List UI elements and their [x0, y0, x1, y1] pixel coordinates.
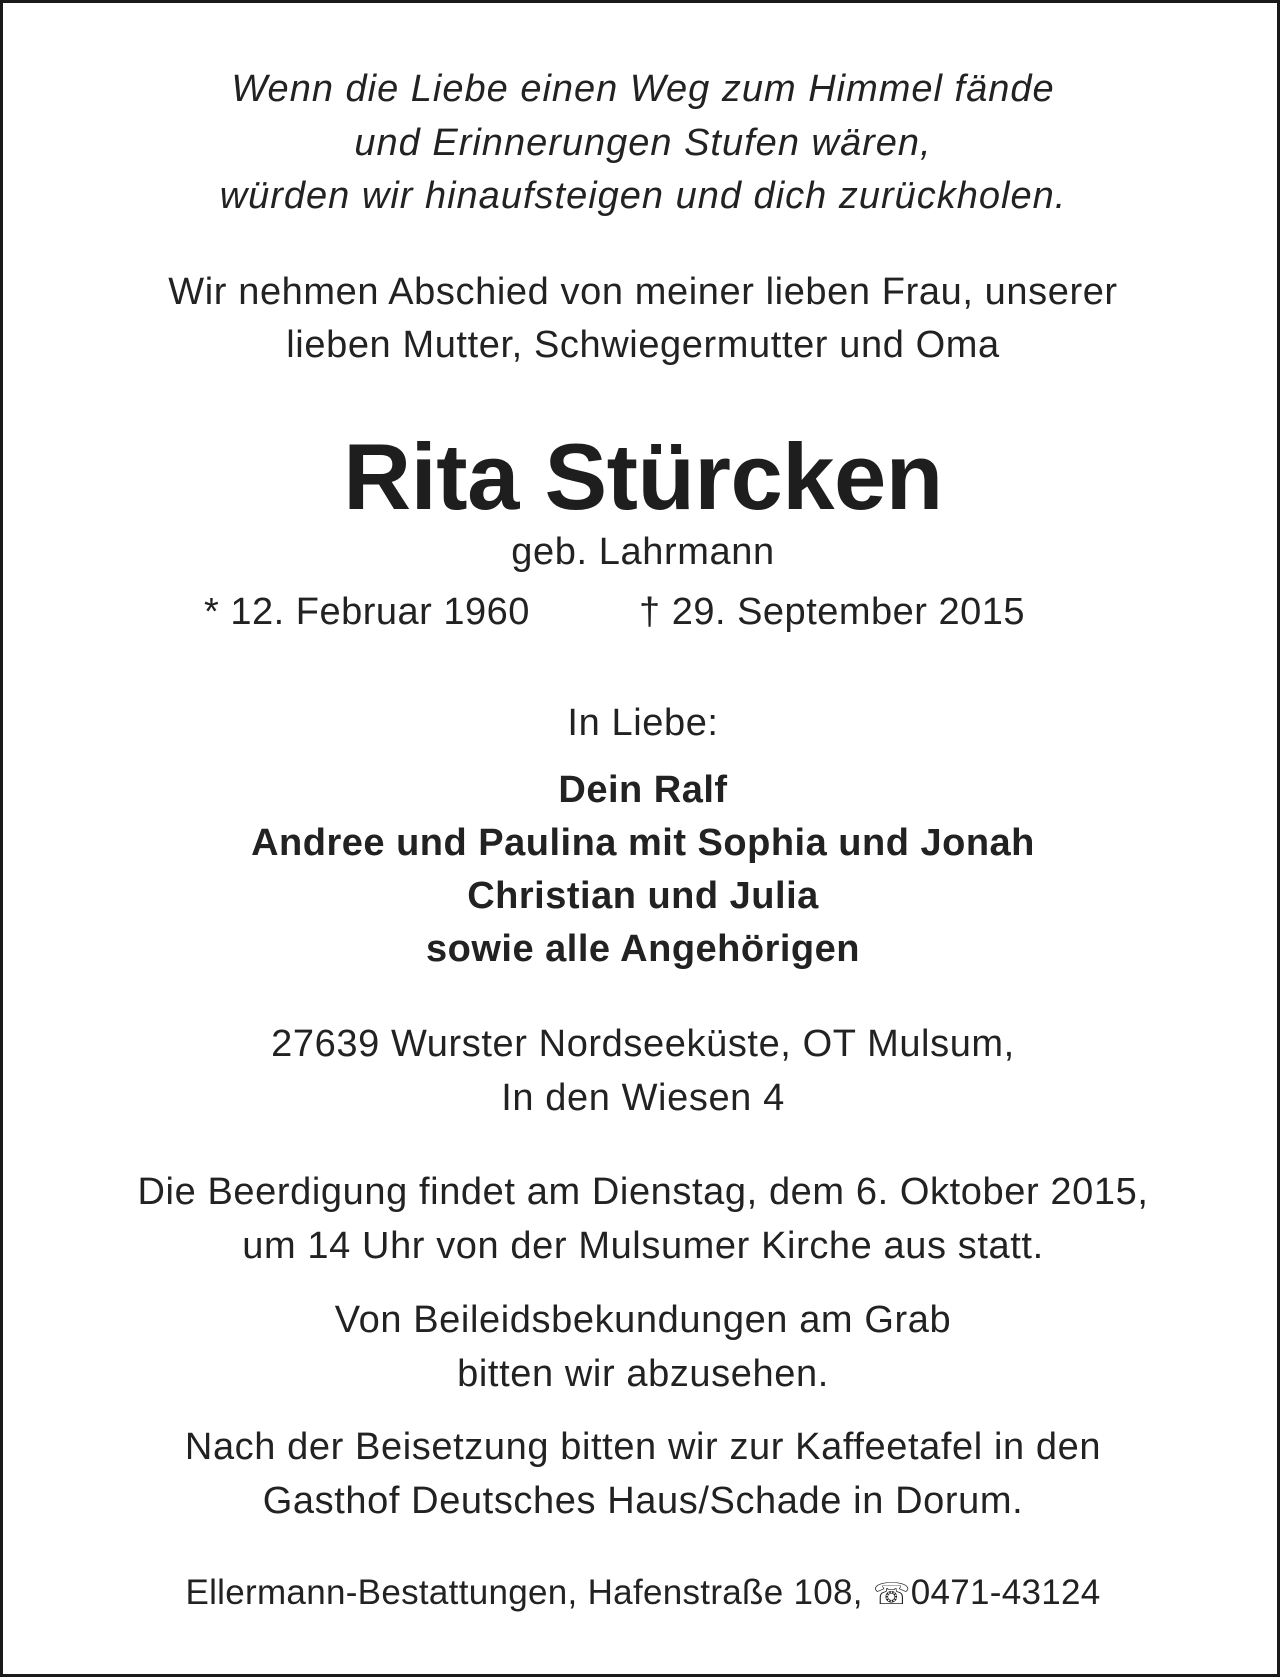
undertaker-line [3, 1573, 1280, 1613]
family-line-4: sowie alle Angehörigen [425, 928, 860, 970]
address-line-2: In den Wiesen 4 [501, 1077, 785, 1119]
family-line-3: Christian und Julia [467, 875, 819, 917]
reception-line-2: Gasthof Deutsches Haus/Schade in Dorum. [262, 1480, 1024, 1522]
family-line-1: Dein Ralf [558, 769, 728, 811]
verse-line-3: würden wir hinaufsteigen und dich zurückholen. [219, 175, 1067, 217]
verse-line-2: und Erinnerungen Stufen wären, [354, 122, 932, 164]
funeral-line-1: Die Beerdigung findet am Dienstag, dem 6. Oktober 2015, [137, 1171, 1149, 1213]
in-love-label: In Liebe: [567, 702, 719, 744]
birth-name: geb. Lahrmann [511, 531, 775, 573]
intro-line-1: Wir nehmen Abschied von meiner lieben Frau, unserer [168, 271, 1118, 313]
undertaker-text: Ellermann-Bestattungen, Hafenstraße 108, [185, 1573, 863, 1612]
condolences-line-1: Von Beileidsbekundungen am Grab [334, 1299, 952, 1341]
reception-line-1: Nach der Beisetzung bitten wir zur Kaffeetafel in den [184, 1426, 1102, 1468]
verse-line-1: Wenn die Liebe einen Weg zum Himmel fände [231, 68, 1055, 110]
funeral-line-2: um 14 Uhr von der Mulsumer Kirche aus statt. [242, 1225, 1044, 1267]
telephone-icon: ☏ [872, 1578, 911, 1611]
intro-line-2: lieben Mutter, Schwiegermutter und Oma [286, 324, 1000, 366]
deceased-name: Rita Stürcken [343, 424, 943, 529]
condolences-line-2: bitten wir abzusehen. [457, 1353, 829, 1395]
undertaker-phone: 0471-43124 [910, 1573, 1101, 1612]
family-line-2: Andree und Paulina mit Sophia und Jonah [251, 822, 1035, 864]
birth-date: * 12. Februar 1960 [204, 591, 530, 633]
address-line-1: 27639 Wurster Nordseeküste, OT Mulsum, [271, 1023, 1015, 1065]
death-date: † 29. September 2015 [639, 591, 1026, 633]
